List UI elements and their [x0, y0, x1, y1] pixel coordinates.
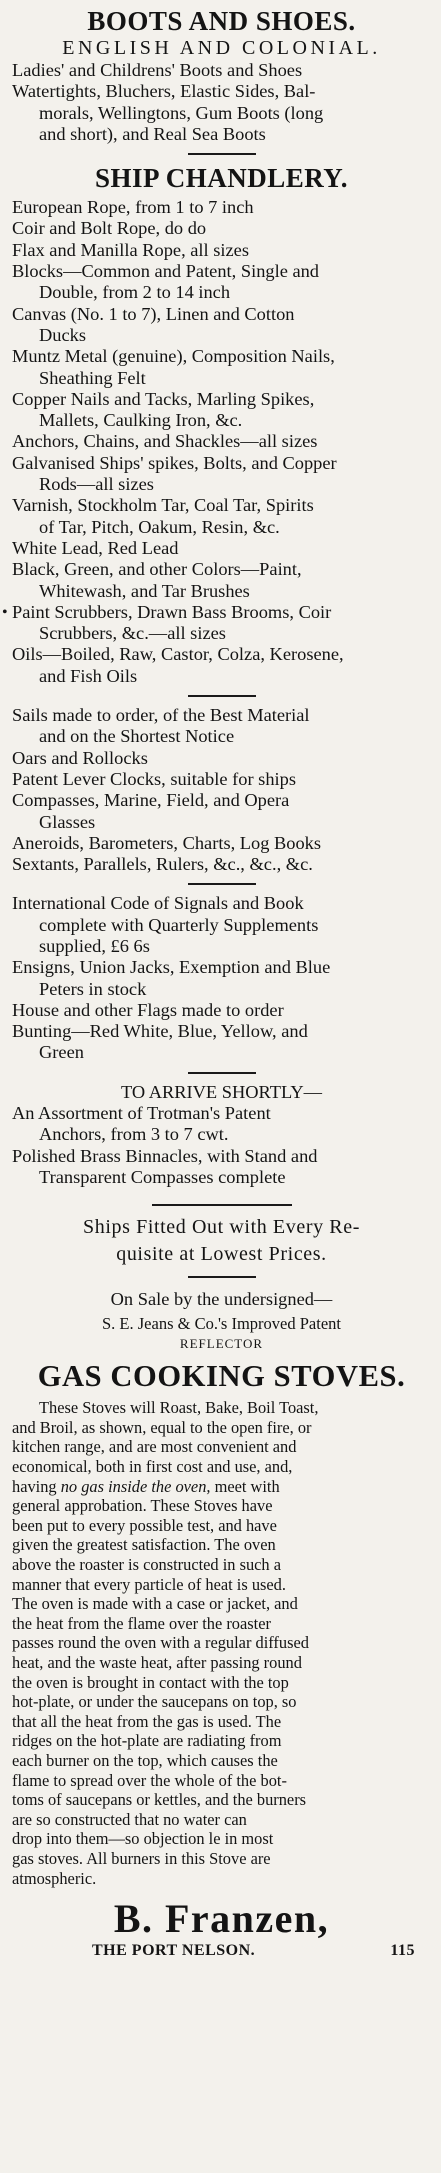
text-line: supplied, £6 6s	[39, 935, 150, 956]
ships-fitted-line1: Ships Fitted Out with Every Re-	[83, 1216, 360, 1239]
text-line: drop into them—so objection le in most	[12, 1829, 274, 1849]
text-line: gas stoves. All burners in this Stove are	[12, 1848, 271, 1868]
sale-line1: On Sale by the undersigned—	[110, 1289, 333, 1310]
boots-section	[12, 6, 431, 145]
text-line: Watertights, Bluchers, Elastic Sides, Bal-	[12, 81, 316, 102]
chandlery-group2	[12, 705, 431, 875]
text-line: International Code of Signals and Book	[12, 893, 304, 914]
text-line: • Paint Scrubbers, Drawn Bass Brooms, Coir	[2, 601, 332, 622]
text-line: Oars and Rollocks	[12, 747, 148, 768]
gas-section	[12, 1358, 431, 1888]
sale-line3: REFLECTOR	[179, 1336, 264, 1352]
boots-subtitle: ENGLISH AND COLONIAL.	[62, 37, 381, 59]
text-line: Anchors, from 3 to 7 cwt.	[39, 1124, 229, 1145]
text-line: Ducks	[39, 324, 86, 345]
text-line: Double, from 2 to 14 inch	[39, 282, 231, 303]
text-line: and on the Shortest Notice	[39, 726, 235, 747]
boots-title: BOOTS AND SHOES.	[87, 6, 356, 36]
text-line: and Broil, as shown, equal to the open fire, or	[12, 1417, 312, 1437]
text-line: Aneroids, Barometers, Charts, Log Books	[12, 832, 322, 853]
text-line: and short), and Real Sea Boots	[39, 123, 266, 144]
arrive-title: TO ARRIVE SHORTLY—	[120, 1081, 323, 1102]
section-divider	[188, 1276, 256, 1278]
text-line: passes round the oven with a regular diffused	[12, 1633, 309, 1653]
footer-row	[12, 1942, 431, 1964]
ad-reference: 115	[390, 1942, 415, 1960]
text-line: Rods—all sizes	[39, 474, 154, 495]
text-line: House and other Flags made to order	[12, 999, 284, 1020]
text-line: The oven is made with a case or jacket, and	[12, 1594, 298, 1614]
text-line: above the roaster is constructed in such a	[12, 1555, 281, 1574]
text-line: ridges on the hot-plate are radiating from	[12, 1731, 282, 1751]
section-divider	[188, 153, 256, 155]
text-line: given the greatest satisfaction. The oven	[12, 1535, 276, 1555]
sale-line2: S. E. Jeans & Co.'s Improved Patent	[102, 1314, 341, 1334]
text-line: and Fish Oils	[39, 665, 138, 686]
gas-title: GAS COOKING STOVES.	[37, 1359, 406, 1394]
gas-paragraph	[12, 1398, 431, 1888]
chandlery-group1	[2, 197, 431, 687]
text-line: Scrubbers, &c.—all sizes	[39, 623, 226, 644]
text-line: of Tar, Pitch, Oakum, Resin, &c.	[39, 516, 280, 537]
text-line: each burner on the top, which causes the	[12, 1750, 278, 1770]
text-line: Green	[39, 1042, 84, 1063]
chandlery-section	[2, 163, 431, 1188]
text-line: Varnish, Stockholm Tar, Coal Tar, Spirits	[12, 495, 314, 516]
text-line: Black, Green, and other Colors—Paint,	[12, 559, 302, 580]
text-line: are so constructed that no water can	[12, 1809, 247, 1829]
text-line: Patent Lever Clocks, suitable for ships	[12, 768, 296, 789]
text-line: Ladies' and Childrens' Boots and Shoes	[12, 60, 303, 80]
ships-fitted-section	[12, 1214, 431, 1268]
text-line: Flax and Manilla Rope, all sizes	[12, 239, 249, 260]
text-line: Blocks—Common and Patent, Single and	[12, 261, 320, 282]
text-line: the heat from the flame over the roaster	[12, 1613, 271, 1633]
text-line: Whitewash, and Tar Brushes	[39, 580, 250, 601]
text-line: the oven is brought in contact with the top	[12, 1672, 289, 1692]
section-divider	[188, 695, 256, 697]
chandlery-title: SHIP CHANDLERY.	[94, 163, 349, 194]
text-line: Ensigns, Union Jacks, Exemption and Blue	[12, 957, 331, 978]
text-line: kitchen range, and are most convenient and	[12, 1437, 297, 1457]
text-line: These Stoves will Roast, Bake, Boil Toast,	[39, 1398, 319, 1418]
bullet-mark: •	[2, 603, 8, 621]
text-line: Sheathing Felt	[39, 367, 146, 388]
text-line: Peters in stock	[39, 978, 147, 999]
chandlery-group3	[12, 893, 431, 1063]
text-line: Compasses, Marine, Field, and Opera	[12, 790, 290, 811]
merchant-name: B. Franzen,	[113, 1896, 330, 1942]
boots-lines	[12, 60, 431, 145]
footer-section	[12, 1896, 431, 1964]
text-line: Galvanised Ships' spikes, Bolts, and Copper	[12, 452, 337, 473]
text-line: having no gas inside the oven, meet with	[12, 1476, 280, 1496]
text-line: complete with Quarterly Supplements	[39, 914, 319, 935]
text-line: Sails made to order, of the Best Material	[12, 705, 310, 726]
text-line: toms of saucepans or kettles, and the burners	[12, 1790, 307, 1810]
section-divider	[188, 883, 256, 885]
text-line: flame to spread over the whole of the bot-	[12, 1770, 287, 1790]
text-line: economical, both in first cost and use, and,	[12, 1457, 293, 1477]
text-line: European Rope, from 1 to 7 inch	[12, 197, 254, 218]
text-line: Polished Brass Binnacles, with Stand and	[12, 1145, 318, 1166]
text-line: heat, and the waste heat, after passing round	[12, 1652, 302, 1672]
text-line: Copper Nails and Tacks, Marling Spikes,	[12, 388, 315, 409]
chandlery-group4	[12, 1103, 431, 1188]
text-line: morals, Wellingtons, Gum Boots (long	[39, 102, 324, 123]
text-line: Mallets, Caulking Iron, &c.	[39, 410, 243, 431]
text-line: that all the heat from the gas is used. The	[12, 1711, 282, 1731]
merchant-address: THE PORT NELSON.	[92, 1942, 256, 1960]
text-line: hot-plate, or under the saucepans on top, so	[12, 1692, 297, 1712]
text-line: manner that every particle of heat is used.	[12, 1574, 286, 1594]
text-line: Bunting—Red White, Blue, Yellow, and	[12, 1021, 308, 1042]
text-line: Transparent Compasses complete	[39, 1166, 286, 1187]
text-line: atmospheric.	[12, 1868, 97, 1888]
ships-fitted-line2: quisite at Lowest Prices.	[116, 1243, 327, 1266]
text-line: Glasses	[39, 811, 96, 832]
section-divider-long	[152, 1204, 292, 1206]
text-line: been put to every possible test, and have	[12, 1515, 277, 1535]
text-line: Oils—Boiled, Raw, Castor, Colza, Kerosene,	[12, 644, 344, 665]
text-line: Sextants, Parallels, Rulers, &c., &c., &c.	[12, 854, 313, 875]
text-line: Coir and Bolt Rope, do do	[12, 218, 207, 239]
text-line: general approbation. These Stoves have	[12, 1496, 273, 1516]
section-divider	[188, 1072, 256, 1074]
text-line: White Lead, Red Lead	[12, 537, 179, 558]
text-line: Anchors, Chains, and Shackles—all sizes	[12, 431, 318, 452]
text-line: Muntz Metal (genuine), Composition Nails,	[12, 346, 335, 367]
text-line: An Assortment of Trotman's Patent	[12, 1103, 271, 1124]
sale-section	[12, 1286, 431, 1352]
text-line: Canvas (No. 1 to 7), Linen and Cotton	[12, 303, 295, 324]
